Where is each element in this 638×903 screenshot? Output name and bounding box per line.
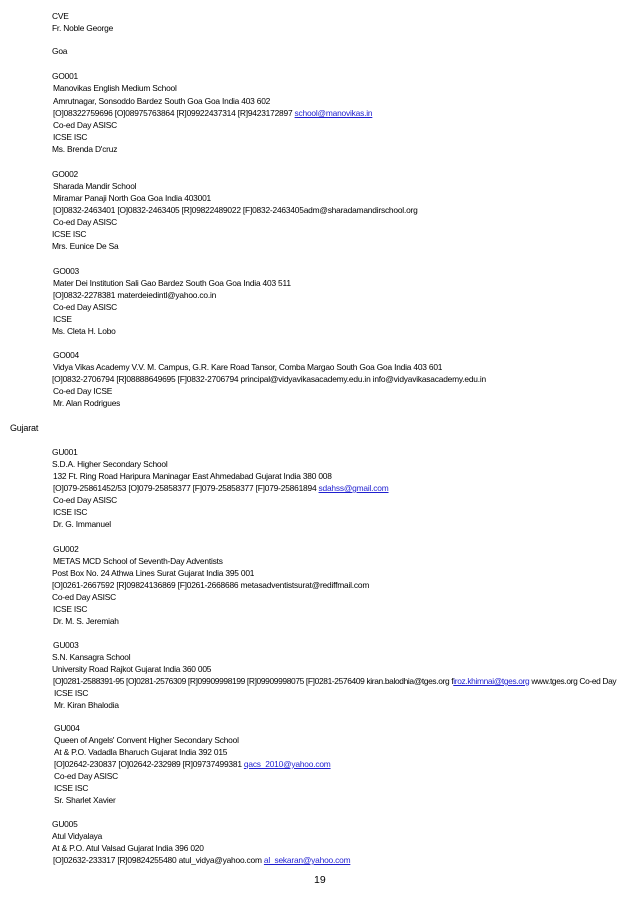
state-heading-gujarat: Gujarat xyxy=(10,423,39,433)
contact-tail: www.tges.org Co-ed Day xyxy=(529,676,617,686)
school-contact: [O]0832-2706794 [R]08888649695 [F]0832-2706794 principal@vidyavikasacademy.edu.in info@vidyavikasacademy.edu.in xyxy=(52,374,487,384)
school-head: Mr. Kiran Bhalodia xyxy=(54,700,119,710)
school-name: S.N. Kansagra School xyxy=(52,652,131,662)
school-contact xyxy=(53,676,616,687)
school-code: GU002 xyxy=(53,544,79,554)
page-number: 19 xyxy=(314,874,326,886)
school-name: METAS MCD School of Seventh-Day Adventists xyxy=(53,556,223,566)
state-heading-goa: Goa xyxy=(52,46,68,56)
email-link[interactable]: sdahss@gmail.com xyxy=(318,483,389,493)
school-name: Atul Vidyalaya xyxy=(52,831,103,841)
school-address: Miramar Panaji North Goa Goa India 403001 xyxy=(53,193,211,203)
school-type: Co-ed Day ASISC xyxy=(52,592,117,602)
cve-name: Fr. Noble George xyxy=(52,23,114,33)
school-contact xyxy=(53,108,372,119)
school-head: Mrs. Eunice De Sa xyxy=(52,241,119,251)
school-head: Sr. Sharlet Xavier xyxy=(54,795,116,805)
school-head: Ms. Cleta H. Lobo xyxy=(52,326,116,336)
school-type: Co-ed Day ASISC xyxy=(53,302,118,312)
email-link[interactable]: al_sekaran@yahoo.com xyxy=(263,855,351,865)
school-type: Co-ed Day ASISC xyxy=(53,217,118,227)
school-name: Mater Dei Institution Sali Gao Bardez South Goa Goa India 403 511 xyxy=(53,278,291,288)
email-link[interactable]: qacs_2010@yahoo.com xyxy=(243,759,331,769)
school-contact xyxy=(53,855,350,866)
contact-text: [O]02642-230837 [O]02642-232989 [R]09737499381 xyxy=(54,759,244,769)
school-contact: [O]0832-2278381 materdeiedintl@yahoo.co.in xyxy=(53,290,217,300)
contact-text: [O]0281-2588391-95 [O]0281-2576309 [R]09909998199 [R]09909998075 [F]0281-2576409 kiran.balodhia@tges.org f xyxy=(53,676,454,686)
school-type: Co-ed Day ASISC xyxy=(53,120,118,130)
school-address: At & P.O. Atul Valsad Gujarat India 396 020 xyxy=(52,843,204,853)
email-link[interactable]: school@manovikas.in xyxy=(294,108,373,118)
school-board: ICSE ISC xyxy=(52,229,87,239)
school-head: Mr. Alan Rodrigues xyxy=(53,398,121,408)
school-code: GO003 xyxy=(53,266,80,276)
school-board: ICSE ISC xyxy=(54,688,89,698)
school-head: Dr. M. S. Jeremiah xyxy=(53,616,119,626)
school-contact: [O]0261-2667592 [R]09824136869 [F]0261-2668686 metasadventistsurat@rediffmail.com xyxy=(52,580,370,590)
school-name: Sharada Mandir School xyxy=(53,181,137,191)
school-address: Post Box No. 24 Athwa Lines Surat Gujarat India 395 001 xyxy=(52,568,255,578)
school-contact xyxy=(53,483,389,494)
school-board: ICSE ISC xyxy=(53,132,88,142)
school-code: GO001 xyxy=(52,71,79,81)
school-code: GO002 xyxy=(52,169,79,179)
school-address: At & P.O. Vadadla Bharuch Gujarat India 392 015 xyxy=(54,747,228,757)
cve-label: CVE xyxy=(52,11,69,21)
school-board: ICSE ISC xyxy=(54,783,89,793)
school-board: ICSE ISC xyxy=(53,604,88,614)
school-head: Dr. G. Immanuel xyxy=(53,519,111,529)
contact-text: [O]08322759696 [O]08975763864 [R]09922437314 [R]9423172897 xyxy=(53,108,295,118)
school-contact: [O]0832-2463401 [O]0832-2463405 [R]09822489022 [F]0832-2463405adm@sharadamandirschool.org xyxy=(53,205,418,215)
school-code: GU004 xyxy=(54,723,80,733)
school-type: Co-ed Day ICSE xyxy=(53,386,113,396)
school-board: ICSE xyxy=(53,314,72,324)
contact-text: [O]02632-233317 [R]09824255480 atul_vidya@yahoo.com xyxy=(53,855,264,865)
school-code: GU001 xyxy=(52,447,78,457)
school-type: Co-ed Day ASISC xyxy=(53,495,118,505)
school-name: Queen of Angels' Convent Higher Secondary School xyxy=(54,735,239,745)
school-contact xyxy=(54,759,331,770)
school-address: Amrutnagar, Sonsoddo Bardez South Goa Goa India 403 602 xyxy=(53,96,271,106)
email-link[interactable]: iroz.khimnai@tges.org xyxy=(453,676,530,686)
school-address: University Road Rajkot Gujarat India 360 005 xyxy=(52,664,212,674)
school-name: Vidya Vikas Academy V.V. M. Campus, G.R. Kare Road Tansor, Comba Margao South Goa Goa India 403 601 xyxy=(53,362,443,372)
school-board: ICSE ISC xyxy=(53,507,88,517)
school-head: Ms. Brenda D'cruz xyxy=(52,144,118,154)
school-type: Co-ed Day ASISC xyxy=(54,771,119,781)
school-code: GU003 xyxy=(53,640,79,650)
contact-text: [O]079-25861452/53 [O]079-25858377 [F]079-25858377 [F]079-25861894 xyxy=(53,483,319,493)
school-code: GO004 xyxy=(53,350,80,360)
school-name: Manovikas English Medium School xyxy=(53,83,177,93)
school-name: S.D.A. Higher Secondary School xyxy=(52,459,168,469)
school-code: GU005 xyxy=(52,819,78,829)
school-address: 132 Ft. Ring Road Haripura Maninagar East Ahmedabad Gujarat India 380 008 xyxy=(53,471,332,481)
